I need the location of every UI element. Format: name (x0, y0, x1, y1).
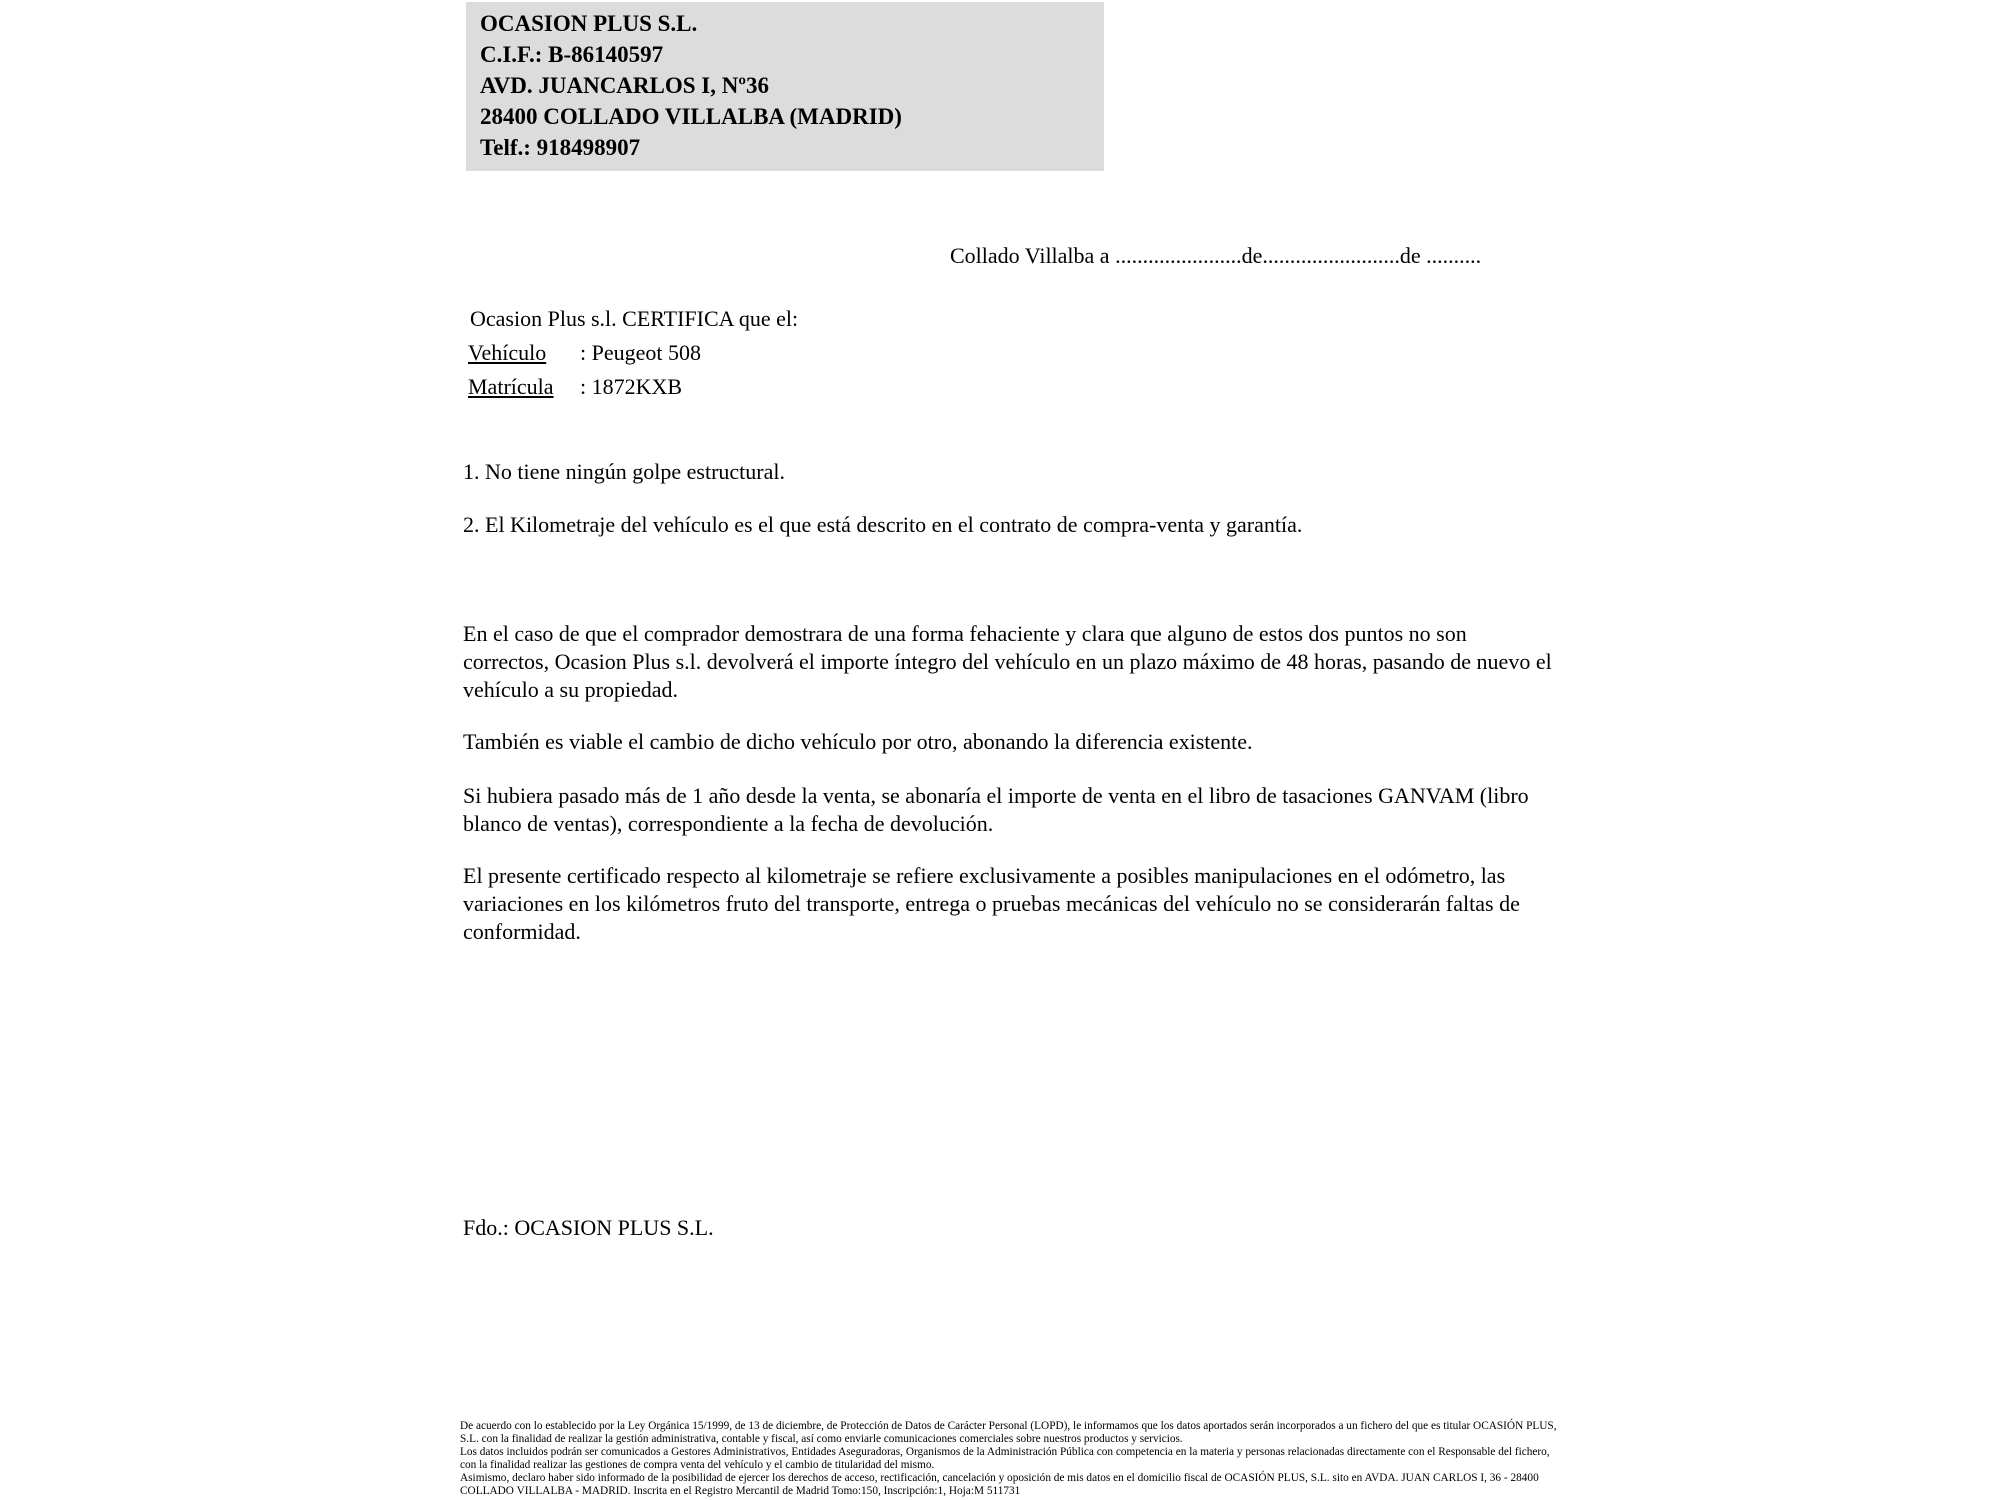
legal-paragraph-lopd: De acuerdo con lo establecido por la Ley Orgánica 15/1999, de 13 de diciembre, de Protección de Datos de Carácter Personal (LOPD), le informamos que los datos aportados serán incorporados a un fichero del que es titular OCASIÓN PLUS, S.L. con la finalidad de realizar la gestión administrativa, contable y fiscal, así como enviarle comunicaciones comerciales sobre nuestros productos y servicios. (460, 1420, 1557, 1445)
certification-intro: Ocasion Plus s.l. CERTIFICA que el: (470, 306, 799, 331)
certified-point-1: 1. No tiene ningún golpe estructural. (463, 459, 785, 484)
plate-value: : 1872KXB (580, 374, 683, 399)
refund-paragraph: En el caso de que el comprador demostrara de una forma fehaciente y clara que alguno de estos dos puntos no son correctos, Ocasion Plus s.l. devolverá el importe íntegro del vehículo en un plazo máximo de 48 horas, pasando de nuevo el vehículo a su propiedad. (463, 621, 1552, 702)
legal-paragraph-data-sharing: Los datos incluidos podrán ser comunicados a Gestores Administrativos, Entidades Aseguradoras, Organismos de la Administración Pública con competencia en la materia y personas relacionadas directamente con el Responsable del fichero, con la finalidad realizar las gestiones de compra venta del vehículo y el cambio de titularidad del mismo. (460, 1446, 1550, 1471)
exchange-paragraph: También es viable el cambio de dicho vehículo por otro, abonando la diferencia existente. (463, 729, 1253, 754)
signature-line: Fdo.: OCASION PLUS S.L. (463, 1215, 714, 1240)
vehicle-value: : Peugeot 508 (580, 340, 701, 365)
vehicle-row (468, 340, 701, 366)
company-city: 28400 COLLADO VILLALBA (MADRID) (480, 104, 902, 129)
date-place-line: Collado Villalba a .......................de.........................de .......... (950, 243, 1482, 268)
company-name: OCASION PLUS S.L. (480, 11, 698, 36)
odometer-paragraph: El presente certificado respecto al kilometraje se refiere exclusivamente a posibles manipulaciones en el odómetro, las variaciones en los kilómetros fruto del transporte, entrega o pruebas mecánicas del vehículo no se considerarán faltas de conformidad. (463, 863, 1520, 944)
certified-point-2: 2. El Kilometraje del vehículo es el que está descrito en el contrato de compra-venta y garantía. (463, 512, 1303, 537)
legal-paragraph-rights: Asimismo, declaro haber sido informado de la posibilidad de ejercer los derechos de acceso, rectificación, cancelación y oposición de mis datos en el domicilio fiscal de OCASIÓN PLUS, S.L. sito en AVDA. JUAN CARLOS I, 36 - 28400 COLLADO VILLALBA - MADRID. Inscrita en el Registro Mercantil de Madrid Tomo:150, Inscripción:1, Hoja:M 511731 (460, 1472, 1539, 1497)
legal-fine-print (460, 1420, 1565, 1498)
vehicle-label: Vehículo (468, 340, 547, 365)
company-address: AVD. JUANCARLOS I, Nº36 (480, 73, 769, 98)
plate-label: Matrícula (468, 374, 554, 399)
company-header-box (466, 2, 1104, 171)
company-phone: Telf.: 918498907 (480, 135, 641, 160)
plate-row (468, 374, 682, 400)
company-cif: C.I.F.: B-86140597 (480, 42, 664, 67)
ganvam-paragraph: Si hubiera pasado más de 1 año desde la venta, se abonaría el importe de venta en el libro de tasaciones GANVAM (libro blanco de ventas), correspondiente a la fecha de devolución. (463, 783, 1529, 836)
